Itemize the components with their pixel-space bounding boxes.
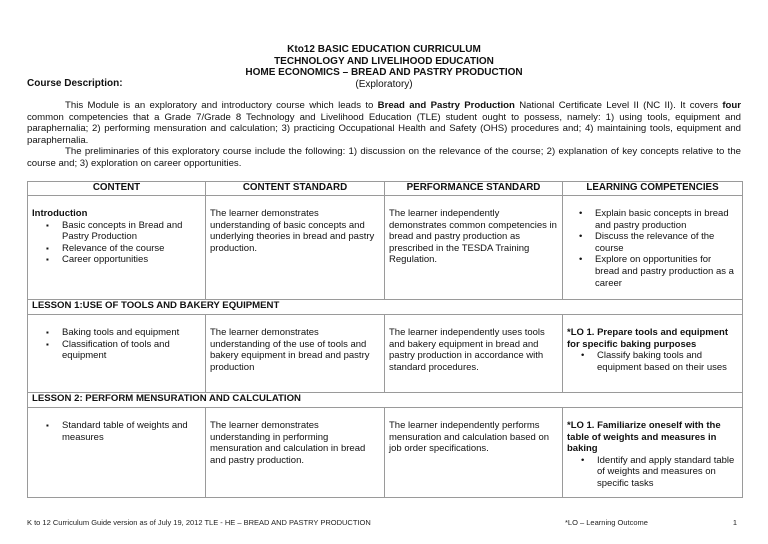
course-description <box>27 100 741 170</box>
list-item: • Explore on opportunities for bread and pastry production as a career <box>585 254 738 289</box>
lesson-1-title-row <box>28 300 743 315</box>
lesson-1-content-standard: The learner demonstrates understanding of the use of tools and bakery equipment in bread and pastry production <box>206 315 385 393</box>
lesson-1-competencies-cell <box>563 315 743 393</box>
course-description-label: Course Description: <box>27 78 123 89</box>
column-header-content-standard: CONTENT STANDARD <box>206 182 385 196</box>
page-number: 1 <box>732 518 737 527</box>
intro-title: Introduction <box>32 208 88 219</box>
list-item: ▪ Classification of tools and equipment <box>52 339 201 362</box>
lesson-1-content-list <box>32 327 201 362</box>
lesson-1-competencies-list <box>567 350 738 373</box>
header-line-1: Kto12 BASIC EDUCATION CURRICULUM <box>287 44 481 55</box>
desc-bold-four: four <box>722 100 741 111</box>
list-item: ▪ Baking tools and equipment <box>52 327 201 339</box>
table-row-lesson-1 <box>28 315 743 393</box>
intro-content-list <box>32 220 201 266</box>
desc-text: common competencies that a Grade 7/Grade 8 Technology and Livelihood Education (TLE) student ought to possess, namely: 1) using tools, equipment and paraphernalia; 2) performing mensuration and calculation; 3) practicing Occupational Health and Safety (OHS) procedures and; 4) maintaining tools, equipment and paraphernalia. <box>27 111 741 146</box>
column-header-performance-standard: PERFORMANCE STANDARD <box>385 182 563 196</box>
lesson-2-learning-outcome: *LO 1. Familiarize oneself with the table of weights and measures in baking <box>567 420 721 455</box>
list-item: • Identify and apply standard table of weights and measures on specific tasks <box>587 455 738 490</box>
intro-competencies-cell <box>563 196 743 300</box>
description-paragraph-2: The preliminaries of this exploratory course include the following: 1) discussion on the relevance of the course; 2) explanation of key concepts relative to the course and; 3) exploration on career opportunities. <box>27 146 741 169</box>
column-header-learning-competencies: LEARNING COMPETENCIES <box>563 182 743 196</box>
lesson-2-title-row <box>28 393 743 408</box>
header-line-2: TECHNOLOGY AND LIVELIHOOD EDUCATION <box>274 55 494 67</box>
table-row-introduction <box>28 196 743 300</box>
intro-performance-standard: The learner independently demonstrates common competencies in bread and pastry production as prescribed in the TESDA Training Regulation. <box>385 196 563 300</box>
list-item: • Discuss the relevance of the course <box>585 231 738 254</box>
list-item: ▪ Relevance of the course <box>52 243 201 255</box>
header-line-3: HOME ECONOMICS – BREAD AND PASTRY PRODUCTION <box>245 67 523 78</box>
column-header-content: CONTENT <box>28 182 206 196</box>
lesson-2-content-standard: The learner demonstrates understanding in performing mensuration and calculation in bread and pastry production. <box>206 408 385 498</box>
list-item: • Classify baking tools and equipment based on their uses <box>587 350 738 373</box>
desc-bold-course-name: Bread and Pastry Production <box>377 100 515 111</box>
lesson-1-content-cell <box>28 315 206 393</box>
intro-competencies-list <box>567 208 738 289</box>
lesson-1-learning-outcome: *LO 1. Prepare tools and equipment for specific baking purposes <box>567 327 729 350</box>
lesson-1-performance-standard: The learner independently uses tools and bakery equipment in bread and pastry production in accordance with standard procedures. <box>385 315 563 393</box>
lesson-2-content-cell <box>28 408 206 498</box>
intro-content-standard: The learner demonstrates understanding of basic concepts and underlying theories in bread and pastry production. <box>206 196 385 300</box>
lesson-2-competencies-list <box>567 455 738 490</box>
desc-text: This Module is an exploratory and introductory course which leads to <box>65 100 378 111</box>
list-item: ▪ Career opportunities <box>52 254 201 266</box>
lesson-2-performance-standard: The learner independently performs mensuration and calculation based on job order specifications. <box>385 408 563 498</box>
footer-lo-legend: *LO – Learning Outcome <box>565 518 648 527</box>
intro-content-cell <box>28 196 206 300</box>
lesson-2-title: LESSON 2: PERFORM MENSURATION AND CALCULATION <box>28 393 743 408</box>
list-item: ▪ Basic concepts in Bread and Pastry Production <box>52 220 201 243</box>
footer-version-text: K to 12 Curriculum Guide version as of July 19, 2012 TLE - HE – BREAD AND PASTRY PRODUCTION <box>27 518 371 527</box>
list-item: • Explain basic concepts in bread and pastry production <box>585 208 738 231</box>
description-paragraph-1 <box>27 100 741 146</box>
header-line-4: (Exploratory) <box>355 78 413 90</box>
table-row-lesson-2 <box>28 408 743 498</box>
table-header-row <box>28 182 743 196</box>
list-item: ▪ Standard table of weights and measures <box>52 420 201 443</box>
desc-text: National Certificate Level II (NC II). It covers <box>514 100 723 111</box>
lesson-2-content-list <box>32 420 201 443</box>
lesson-2-competencies-cell <box>563 408 743 498</box>
curriculum-table <box>27 181 743 498</box>
lesson-1-title: LESSON 1:USE OF TOOLS AND BAKERY EQUIPMENT <box>28 300 743 315</box>
